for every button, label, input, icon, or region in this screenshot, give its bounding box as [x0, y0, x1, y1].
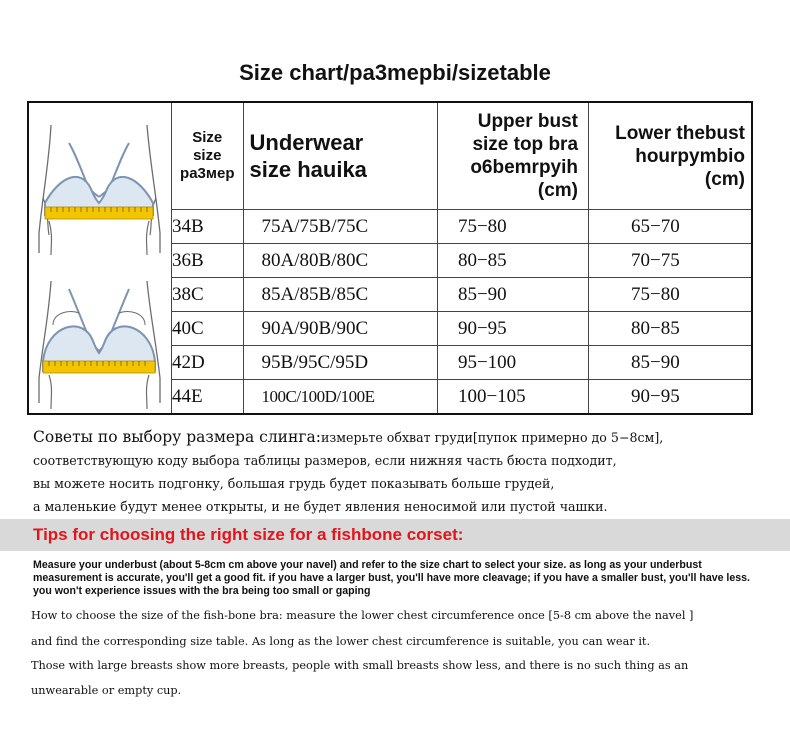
- header-underwear: [243, 103, 437, 210]
- russian-line-2: соответствующую коду выбора таблицы размеров, если нижняя часть бюста подходит,: [33, 453, 617, 468]
- header-upper-line: Upper bust: [477, 111, 579, 132]
- cell-lower: 90−95: [589, 380, 751, 414]
- tips-english-bold: Measure your underbust (about 5-8cm cm above your navel) and refer to the size chart to select your size. as long as your underbust measurement is accurate, you'll get a good fit. if you have a larger bust, you'll have more cleavage; if you have a smaller bust, you'll have less. you won't experience issues with the bra being too small or gaping: [33, 559, 750, 597]
- bra-small-bust-illustration-icon: [39, 125, 160, 255]
- cell-lower: 80−85: [589, 312, 751, 346]
- cell-upper: 100−105: [437, 380, 588, 414]
- cell-lower: 75−80: [589, 278, 751, 312]
- cell-size: 36B: [172, 244, 244, 278]
- cell-size: 38C: [172, 278, 244, 312]
- russian-tips: [33, 426, 773, 518]
- bra-large-bust-illustration-icon: [39, 281, 160, 409]
- cell-lower: 70−75: [589, 244, 751, 278]
- header-size-line: pa3мер: [180, 165, 235, 182]
- header-lower-bust: [589, 103, 751, 210]
- russian-line-1: [33, 426, 773, 449]
- cell-lower: 65−70: [589, 210, 751, 244]
- header-upper-line: o6bemrpyih: [470, 157, 579, 178]
- header-size: [172, 103, 244, 210]
- cell-upper: 90−95: [437, 312, 588, 346]
- header-size-line: Size: [192, 129, 223, 146]
- header-lower-line: (cm): [704, 168, 745, 190]
- cell-size: 40C: [172, 312, 244, 346]
- tips-line-4: unwearable or empty cup.: [31, 684, 182, 697]
- russian-line-3: вы можете носить подгонку, большая грудь будет показывать больше грудей,: [33, 476, 555, 491]
- tips-title: Tips for choosing the right size for a fishbone corset:: [33, 525, 464, 544]
- tips-line-2: and find the corresponding size table. As long as the lower chest circumference is suitable, you can wear it.: [31, 635, 651, 648]
- header-lower-line: Lower thebust: [615, 122, 745, 144]
- russian-line-1-rest: измерьте обхват груди[пупок примерно до 5−8см],: [320, 430, 664, 445]
- table-row: [172, 278, 752, 312]
- size-table: [171, 103, 751, 413]
- tips-line-3: Those with large breasts show more breasts, people with small breasts show less, and there is no such thing as an: [31, 659, 689, 672]
- cell-upper: 85−90: [437, 278, 588, 312]
- tips-line-1: How to choose the size of the fish-bone bra: measure the lower chest circumference once [5-8 cm above the navel ]: [31, 609, 694, 622]
- cell-underwear: 100C/100D/100E: [243, 380, 437, 414]
- cell-underwear: 75A/75B/75C: [243, 210, 437, 244]
- table-row: [172, 380, 752, 414]
- cell-upper: 80−85: [437, 244, 588, 278]
- header-size-line: size: [193, 147, 222, 164]
- russian-line-4: а маленькие будут менее открыты, и не будет явления неносимой или пустой чашки.: [33, 499, 608, 514]
- cell-size: 44E: [172, 380, 244, 414]
- cell-size: 34B: [172, 210, 244, 244]
- cell-size: 42D: [172, 346, 244, 380]
- header-upper-line: (cm): [537, 180, 579, 201]
- header-underwear-line: Underwear: [249, 130, 364, 155]
- russian-lead: Советы по выбору размера слинга:: [33, 428, 321, 446]
- header-upper-line: size top bra: [472, 134, 579, 155]
- header-lower-line: hourpymbio: [635, 145, 745, 167]
- table-row: [172, 346, 752, 380]
- page-title: Size chart/pa3mepbi/sizetable: [239, 60, 551, 85]
- cell-underwear: 90A/90B/90C: [243, 312, 437, 346]
- header-underwear-line: size hauika: [249, 157, 367, 182]
- illustration-panel: [29, 103, 172, 413]
- cell-upper: 95−100: [437, 346, 588, 380]
- cell-upper: 75−80: [437, 210, 588, 244]
- cell-underwear: 80A/80B/80C: [243, 244, 437, 278]
- cell-underwear: 95B/95C/95D: [243, 346, 437, 380]
- table-row: [172, 210, 752, 244]
- size-chart: [27, 101, 753, 415]
- table-header-row: [172, 103, 752, 210]
- table-row: [172, 312, 752, 346]
- table-row: [172, 244, 752, 278]
- cell-underwear: 85A/85B/85C: [243, 278, 437, 312]
- bra-illustrations: [29, 103, 171, 413]
- cell-lower: 85−90: [589, 346, 751, 380]
- header-upper-bust: [437, 103, 588, 210]
